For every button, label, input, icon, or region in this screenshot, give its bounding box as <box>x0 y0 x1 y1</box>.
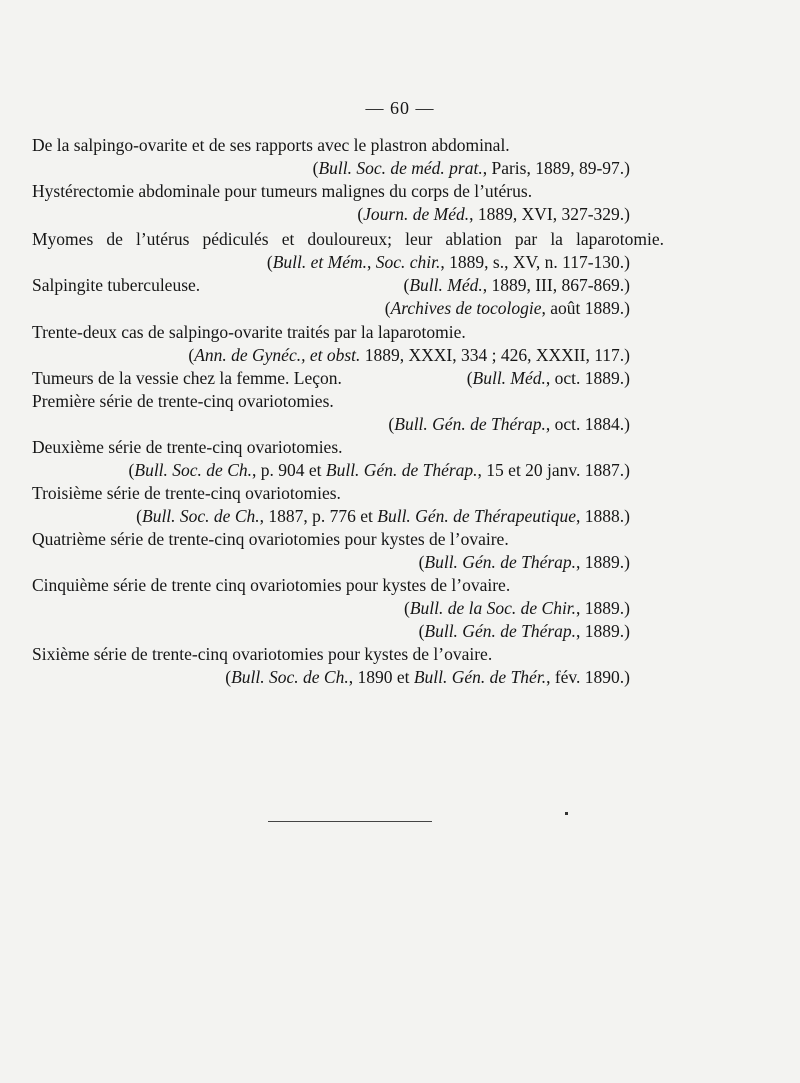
entry-reference: (Bull. de la Soc. de Chir., 1889.) <box>403 598 630 618</box>
entry-reference: (Bull. et Mém., Soc. chir., 1889, s., XV, n. 117-130.) <box>266 252 630 272</box>
entry-reference: (Bull. Soc. de Ch., 1887, p. 776 et Bull. Gén. de Thérapeutique, 1888.) <box>136 506 630 526</box>
entry-title: Trente-deux cas de salpingo-ovarite traités par la laparotomie. <box>32 322 466 342</box>
entry-reference: (Bull. Gén. de Thérap., 1889.) <box>418 621 630 641</box>
entry-title: Première série de trente-cinq ovariotomies. <box>32 391 334 411</box>
entry-reference: (Bull. Soc. de Ch., p. 904 et Bull. Gén. de Thérap., 15 et 20 janv. 1887.) <box>128 460 630 480</box>
entry-title: Troisième série de trente-cinq ovariotomies. <box>32 483 341 503</box>
entry-title: Quatrième série de trente-cinq ovariotomies pour kystes de l’ovaire. <box>32 529 509 549</box>
entry-reference: (Bull. Gén. de Thérap., 1889.) <box>418 552 630 572</box>
entry-title: Deuxième série de trente-cinq ovariotomies. <box>32 437 343 457</box>
entry-reference: (Journ. de Méd., 1889, XVI, 327-329.) <box>357 204 630 224</box>
entry-reference: (Bull. Soc. de Ch., 1890 et Bull. Gén. de Thér., fév. 1890.) <box>225 667 630 687</box>
entry-reference: (Bull. Gén. de Thérap., oct. 1884.) <box>388 414 630 434</box>
entry-title: De la salpingo-ovarite et de ses rapports avec le plastron abdominal. <box>32 135 510 155</box>
entry-reference: (Bull. Soc. de méd. prat., Paris, 1889, 89-97.) <box>312 158 630 178</box>
entry-title: Cinquième série de trente cinq ovariotomies pour kystes de l’ovaire. <box>32 575 511 595</box>
ink-mark <box>565 812 568 815</box>
section-divider <box>268 821 432 822</box>
entry-title: Myomes de l’utérus pédiculés et douloureux; leur ablation par la laparotomie. <box>32 229 664 249</box>
entry-title: Hystérectomie abdominale pour tumeurs malignes du corps de l’utérus. <box>32 181 533 201</box>
entry-title: Sixième série de trente-cinq ovariotomies pour kystes de l’ovaire. <box>32 644 493 664</box>
page-number: — 60 — <box>365 98 435 118</box>
entry-reference: (Ann. de Gynéc., et obst. 1889, XXXI, 334 ; 426, XXXII, 117.) <box>188 345 630 365</box>
entry-title: Salpingite tuberculeuse. <box>32 275 201 295</box>
entry-reference: (Archives de tocologie, août 1889.) <box>384 298 630 318</box>
entry-title: Tumeurs de la vessie chez la femme. Leçon. <box>32 368 342 388</box>
entry-reference: (Bull. Méd., oct. 1889.) <box>466 368 630 388</box>
entry-reference: (Bull. Méd., 1889, III, 867-869.) <box>403 275 630 295</box>
